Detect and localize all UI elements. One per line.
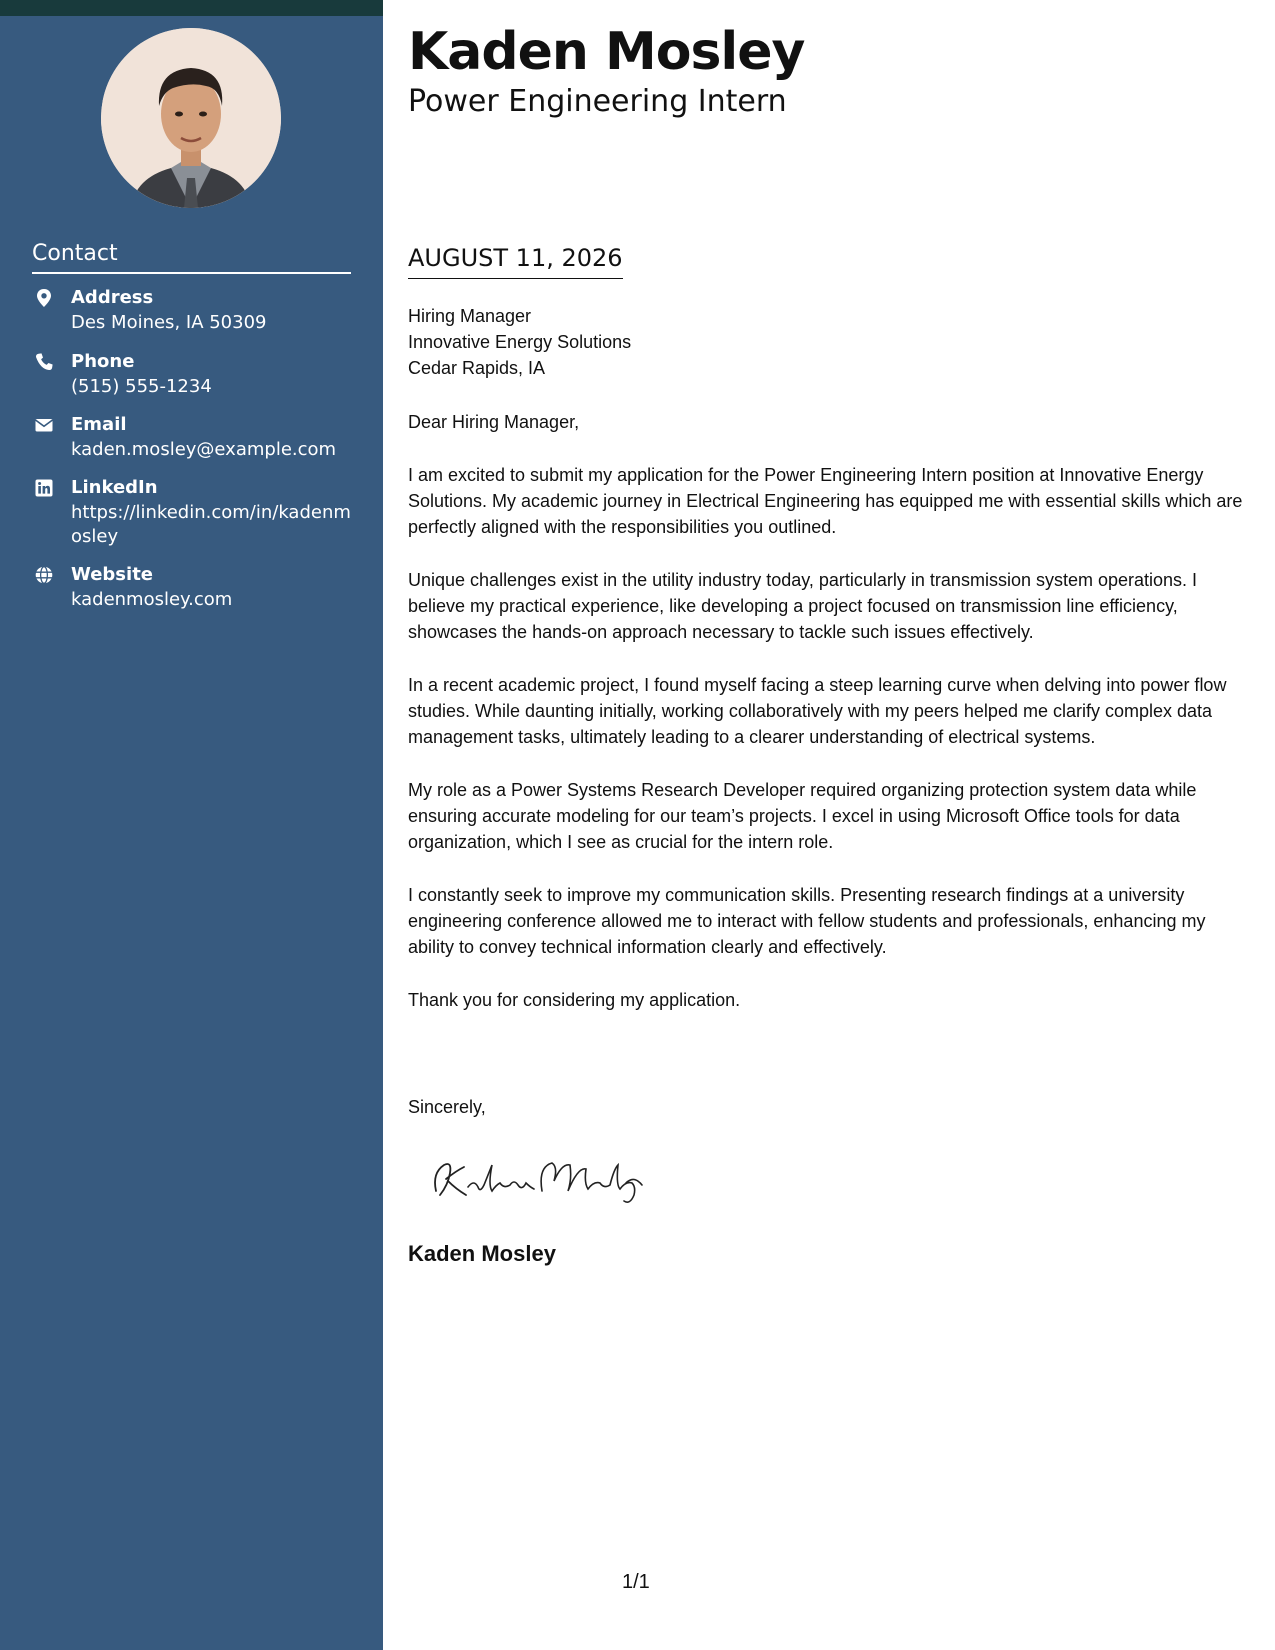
sidebar-top-bar: [0, 0, 383, 16]
applicant-name: Kaden Mosley: [408, 22, 805, 82]
contact-label-address: Address: [71, 287, 154, 308]
recipient-block: [408, 303, 631, 381]
linkedin-icon: [35, 479, 53, 497]
contact-label-email: Email: [71, 414, 127, 435]
letter-paragraph: I constantly seek to improve my communication skills. Presenting research findings at a university engineering conference allowed me to interact with fellow students and professionals, enhancing my ability to convey technical information clearly and effectively.: [408, 885, 1206, 957]
contact-value-address: Des Moines, IA 50309: [71, 312, 267, 333]
contact-heading: Contact: [32, 240, 351, 274]
letter-paragraph: My role as a Power Systems Research Developer required organizing protection system data while ensuring accurate modeling for our team’s projects. I excel in using Microsoft Office tools for data organization, which I see as crucial for the intern role.: [408, 780, 1197, 852]
recipient-line: Hiring Manager: [408, 306, 532, 326]
handwritten-signature: [422, 1145, 662, 1215]
letter-text: [408, 409, 1253, 1040]
contact-value-email[interactable]: kaden.mosley@example.com: [71, 439, 337, 460]
letter-paragraph: In a recent academic project, I found myself facing a steep learning curve when delving into power flow studies. While daunting initially, working collaboratively with my peers helped me clarify complex data management tasks, ultimately leading to a clearer understanding of electrical systems.: [408, 675, 1227, 747]
contact-label-website: Website: [71, 564, 154, 585]
contact-value-website[interactable]: kadenmosley.com: [71, 589, 233, 610]
letter-paragraph: Unique challenges exist in the utility industry today, particularly in transmission system operations. I believe my practical experience, like developing a project focused on transmission line efficiency, showcases the hands-on approach necessary to tackle such issues effectively.: [408, 570, 1198, 642]
phone-icon: [35, 353, 53, 371]
contact-value-linkedin[interactable]: https://linkedin.com/in/kadenmosley: [71, 502, 351, 547]
letter-paragraph: I am excited to submit my application for the Power Engineering Intern position at Innovative Energy Solutions. My academic journey in Electrical Engineering has equipped me with essential skills which are perfectly aligned with the responsibilities you outlined.: [408, 465, 1243, 537]
applicant-title: Power Engineering Intern: [408, 84, 787, 119]
page-number: 1/1: [622, 1571, 650, 1593]
profile-photo: [101, 28, 281, 208]
location-pin-icon: [35, 289, 53, 307]
signed-name: Kaden Mosley: [408, 1241, 556, 1266]
contact-label-phone: Phone: [71, 351, 135, 372]
envelope-icon: [35, 416, 53, 434]
recipient-line: Innovative Energy Solutions: [408, 332, 632, 352]
recipient-line: Cedar Rapids, IA: [408, 358, 546, 378]
letter-paragraph: Thank you for considering my application.: [408, 990, 741, 1010]
contact-label-linkedin: LinkedIn: [71, 477, 158, 498]
closing: Sincerely,: [408, 1097, 486, 1117]
globe-icon: [35, 566, 53, 584]
sidebar: [0, 0, 383, 1650]
contact-value-phone: (515) 555-1234: [71, 376, 212, 397]
salutation: Dear Hiring Manager,: [408, 412, 580, 432]
letter-date: AUGUST 11, 2026: [408, 244, 623, 279]
